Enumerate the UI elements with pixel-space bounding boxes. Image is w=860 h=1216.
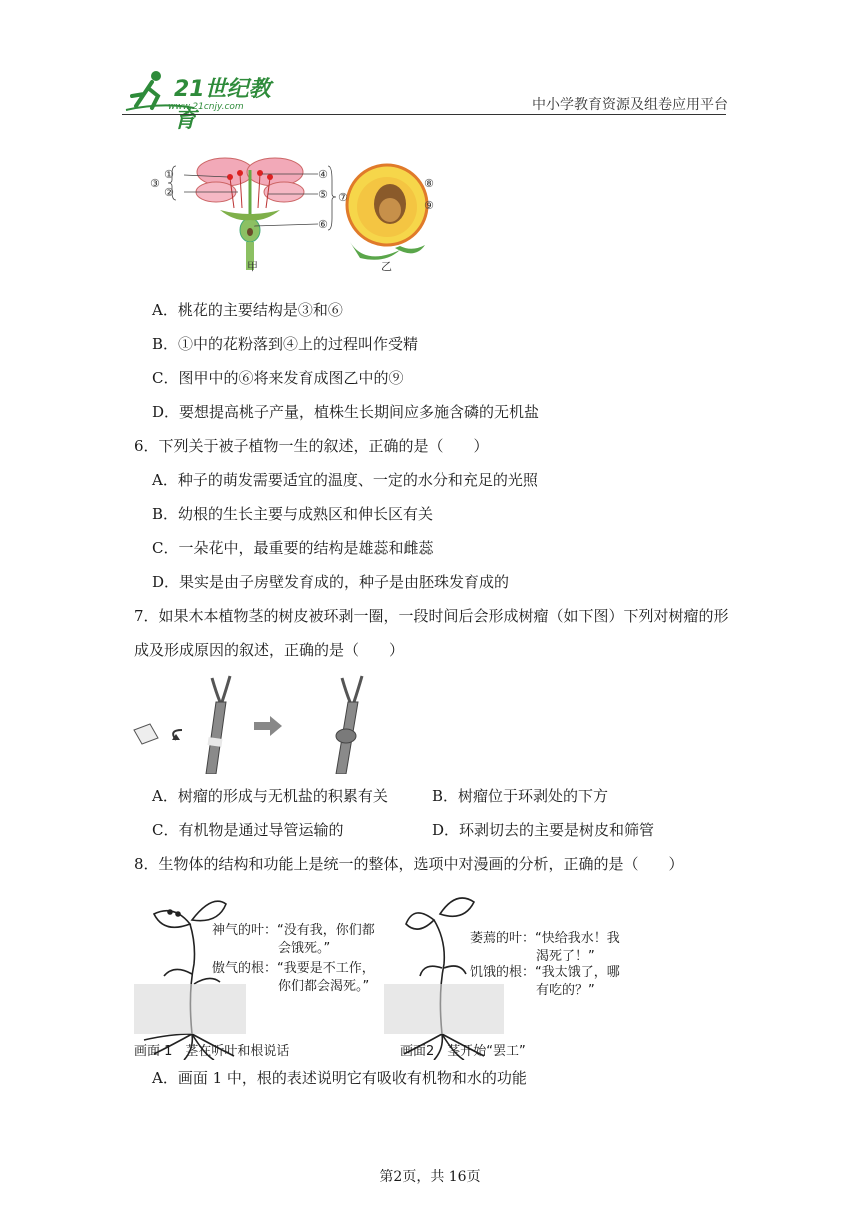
panel1-leaf-line1: “没有我，你们都 [277, 923, 375, 938]
panel2-leaf-speech [470, 930, 620, 966]
panel1-root-line2: 你们都会渴死。” [278, 979, 370, 994]
label-6: ⑥ [318, 218, 328, 231]
label-8: ⑧ [424, 177, 434, 190]
panel2-leaf-label: 萎蔫的叶： [470, 931, 536, 946]
flower-fruit-figure [150, 150, 460, 275]
q5-option-a: A．桃花的主要结构是③和⑥ [152, 301, 343, 319]
panel1-leaf-speech [212, 922, 375, 958]
q6-option-b: B．幼根的生长主要与成熟区和伸长区有关 [152, 505, 434, 523]
panel2-leaf-line1: “快给我水！我 [535, 931, 620, 946]
q5-option-c: C．图甲中的⑥将来发育成图乙中的⑨ [152, 369, 404, 387]
page-footer: 第2页，共 16页 [379, 1169, 481, 1185]
logo-url: www.21cnjy.com [168, 102, 244, 112]
figure-caption-jia: 甲 [247, 260, 258, 273]
q7-option-d: D．环剥切去的主要是树皮和筛管 [432, 821, 655, 839]
label-3: ③ [150, 177, 160, 190]
q6-option-c: C．一朵花中，最重要的结构是雄蕊和雌蕊 [152, 539, 434, 557]
panel1-caption: 画面 1 茎在听叶和根说话 [134, 1044, 290, 1059]
panel1-root-line1: “我要是不工作， [277, 961, 375, 976]
q5-option-b: B．①中的花粉落到④上的过程叫作受精 [152, 335, 419, 353]
panel2-root-line1: “我太饿了，哪 [535, 965, 620, 980]
site-logo [122, 66, 292, 133]
figure-caption-yi: 乙 [381, 260, 392, 273]
panel2-caption: 画面2 茎开始“罢工” [400, 1044, 526, 1059]
girdling-figure [130, 668, 390, 774]
q7-option-a: A．树瘤的形成与无机盐的积累有关 [152, 787, 388, 805]
label-5: ⑤ [318, 188, 328, 201]
panel2-root-label: 饥饿的根： [470, 965, 536, 980]
panel1-root-label: 傲气的根： [212, 961, 278, 976]
logo-text: 21世纪教育 [174, 77, 271, 133]
panel2-leaf-line2: 渴死了！” [536, 949, 595, 964]
q8-stem: 8．生物体的结构和功能上是统一的整体，选项中对漫画的分析，正确的是（ ） [134, 855, 684, 873]
q7-stem-line1: 7．如果木本植物茎的树皮被环剥一圈，一段时间后会形成树瘤（如下图）下列对树瘤的形 [134, 607, 729, 625]
q7-stem-line2: 成及形成原因的叙述，正确的是（ ） [134, 641, 405, 659]
label-7: ⑦ [338, 191, 348, 204]
panel2-root-line2: 有吃的？” [536, 983, 595, 998]
q6-option-d: D．果实是由子房壁发育成的，种子是由胚珠发育成的 [152, 573, 510, 591]
label-9: ⑨ [424, 199, 434, 212]
panel1-leaf-label: 神气的叶： [212, 923, 278, 938]
panel1-root-speech [212, 960, 375, 996]
panel2-root-speech [470, 964, 620, 1000]
q6-option-a: A．种子的萌发需要适宜的温度、一定的水分和充足的光照 [152, 471, 538, 489]
label-4: ④ [318, 168, 328, 181]
platform-name: 中小学教育资源及组卷应用平台 [532, 97, 728, 113]
header-divider [122, 114, 726, 115]
q7-option-b: B．树瘤位于环剥处的下方 [432, 787, 609, 805]
panel1-leaf-line2: 会饿死。” [278, 941, 331, 956]
q6-stem: 6．下列关于被子植物一生的叙述，正确的是（ ） [134, 437, 489, 455]
q5-option-d: D．要想提高桃子产量，植株生长期间应多施含磷的无机盐 [152, 403, 540, 421]
q7-option-c: C．有机物是通过导管运输的 [152, 821, 344, 839]
label-2: ② [164, 186, 174, 199]
q8-option-a: A．画面 1 中，根的表述说明它有吸收有机物和水的功能 [152, 1069, 527, 1087]
label-1: ① [164, 168, 174, 181]
